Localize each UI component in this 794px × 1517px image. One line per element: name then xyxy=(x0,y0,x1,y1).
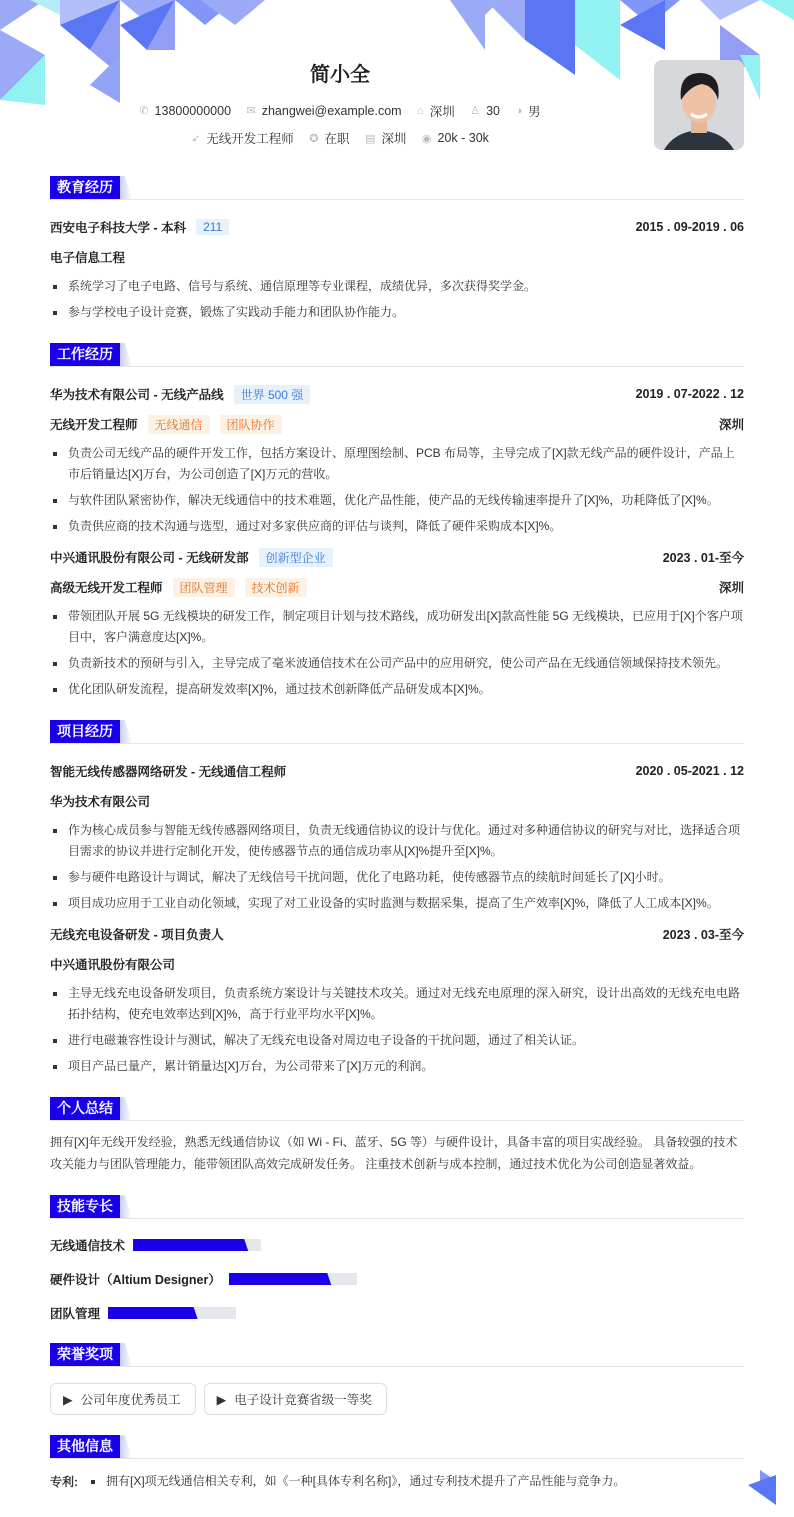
resume-header xyxy=(0,0,794,160)
salary xyxy=(422,131,489,145)
phone-icon: ✆ xyxy=(139,105,149,117)
list-item: 项目产品已量产，累计销量达[X]万台，为公司带来了[X]万元的利润。 xyxy=(50,1056,744,1077)
award-name: 公司年度优秀员工 xyxy=(80,1393,181,1407)
skill-level-fill xyxy=(229,1273,331,1285)
section-title: 个人总结 xyxy=(50,1097,120,1120)
age xyxy=(470,104,500,118)
email-value: zhangwei@example.com xyxy=(261,103,402,118)
date-range: 2023 . 01-至今 xyxy=(662,551,744,565)
company-tag: 世界 500 强 xyxy=(234,385,311,404)
avatar xyxy=(654,60,744,150)
section-title: 工作经历 xyxy=(50,343,120,366)
work-entry xyxy=(50,542,744,700)
skill-name: 无线通信技术 xyxy=(50,1239,126,1253)
list-item: 项目成功应用于工业自动化领域，实现了对工业设备的实时监测与数据采集，提高了生产效率[X]%，降低了人工成本[X]%。 xyxy=(50,893,744,914)
school-tag: 211 xyxy=(196,219,229,235)
project-title: 无线充电设备研发 - 项目负责人 xyxy=(50,928,224,942)
role: 高级无线开发工程师 xyxy=(50,581,163,595)
city-value: 深圳 xyxy=(429,105,455,119)
home-icon: ⌂ xyxy=(417,105,424,117)
gender xyxy=(515,102,540,120)
section-title: 项目经历 xyxy=(50,720,120,743)
date-range: 2023 . 03-至今 xyxy=(662,928,744,942)
list-item: 参与硬件电路设计与调试，解决了无线信号干扰问题，优化了电路功耗，使传感器节点的续航时间延长了[X]小时。 xyxy=(50,867,744,888)
award-name: 电子设计竞赛省级一等奖 xyxy=(234,1393,372,1407)
list-item: 拥有[X]项无线通信相关专利，如《一种[具体专利名称]》，通过专利技术提升了产品性能与竞争力。 xyxy=(88,1471,625,1492)
company-tag: 创新型企业 xyxy=(259,548,333,567)
gender-value: 男 xyxy=(528,105,541,119)
section-title: 技能专长 xyxy=(50,1195,120,1218)
role-tag: 技术创新 xyxy=(245,578,307,597)
skill-name: 团队管理 xyxy=(50,1307,101,1321)
work-entry xyxy=(50,379,744,537)
list-item: 作为核心成员参与智能无线传感器网络项目，负责无线通信协议的设计与优化。通过对多种通信协议的研究与对比，选择适合项目需求的协议并进行定制化开发，使传感器节点的通信成功率从[X]%提升至[X]%。 xyxy=(50,820,744,862)
role-tag: 无线通信 xyxy=(148,415,210,434)
candidate-name: 简小全 xyxy=(310,64,370,86)
phone xyxy=(139,104,231,118)
email xyxy=(247,104,402,118)
list-item: 与软件团队紧密协作，解决无线通信中的技术难题，优化产品性能，使产品的无线传输速率提升了[X]%，功耗降低了[X]%。 xyxy=(50,490,744,511)
status-value: 在职 xyxy=(324,132,350,146)
send-icon: ➶ xyxy=(191,132,201,145)
education-entry xyxy=(50,212,744,323)
section-title: 荣誉奖项 xyxy=(50,1343,120,1366)
skill-item xyxy=(50,1269,403,1289)
awards-section xyxy=(50,1343,744,1415)
skill-level-bar xyxy=(108,1307,236,1319)
summary-section xyxy=(50,1097,744,1175)
status-icon: ✪ xyxy=(309,132,319,145)
date-range: 2015 . 09-2019 . 06 xyxy=(635,220,744,234)
section-title: 教育经历 xyxy=(50,176,120,199)
work-city: 深圳 xyxy=(718,581,744,595)
position-value: 无线开发工程师 xyxy=(206,132,294,146)
city xyxy=(417,102,455,120)
skill-level-bar xyxy=(229,1273,357,1285)
age-value: 30 xyxy=(486,103,500,118)
skills-section xyxy=(50,1195,744,1323)
section-title: 其他信息 xyxy=(50,1435,120,1458)
list-item: 带领团队开展 5G 无线模块的研发工作，制定项目计划与技术路线，成功研发出[X]款高性能 5G 无线模块，已应用于[X]个客户项目中，客户满意度达[X]%。 xyxy=(50,606,744,648)
award-item xyxy=(204,1383,387,1415)
list-item: 进行电磁兼容性设计与测试，解决了无线充电设备对周边电子设备的干扰问题，通过了相关认证。 xyxy=(50,1030,744,1051)
skill-level-fill xyxy=(133,1239,248,1251)
award-item xyxy=(50,1383,196,1415)
contact-row xyxy=(0,102,680,120)
mail-icon: ✉ xyxy=(246,105,256,117)
avatar-portrait xyxy=(654,60,744,150)
building-icon: ▤ xyxy=(365,132,376,145)
skill-item xyxy=(50,1235,403,1255)
position xyxy=(191,129,294,147)
salary-value: 20k - 30k xyxy=(437,131,489,145)
list-item: 优化团队研发流程，提高研发效率[X]%，通过技术创新降低产品研发成本[X]%。 xyxy=(50,679,744,700)
date-range: 2019 . 07-2022 . 12 xyxy=(635,387,744,401)
date-range: 2020 . 05-2021 . 12 xyxy=(635,764,744,778)
company-name: 中兴通讯股份有限公司 - 无线研发部 xyxy=(50,551,249,565)
skill-name: 硬件设计（Altium Designer） xyxy=(50,1273,221,1287)
list-item: 负责新技术的预研与引入，主导完成了毫米波通信技术在公司产品中的应用研究，使公司产品在无线通信领域保持技术领先。 xyxy=(50,653,744,674)
major: 电子信息工程 xyxy=(50,251,126,265)
phone-value: 13800000000 xyxy=(154,103,232,118)
skill-level-fill xyxy=(108,1307,198,1319)
triangle-right-icon: ▶ xyxy=(63,1392,73,1407)
gender-icon: ◑ xyxy=(515,105,523,117)
job-intent-row xyxy=(0,129,680,147)
list-item: 系统学习了电子电路、信号与系统、通信原理等专业课程，成绩优异，多次获得奖学金。 xyxy=(50,276,744,297)
other-section xyxy=(50,1435,744,1492)
coin-icon: ◉ xyxy=(421,132,432,145)
school-name: 西安电子科技大学 - 本科 xyxy=(50,221,187,235)
role-tag: 团队管理 xyxy=(173,578,235,597)
target-city xyxy=(365,129,406,147)
project-entry xyxy=(50,919,744,1077)
list-item: 参与学校电子设计竞赛，锻炼了实践动手能力和团队协作能力。 xyxy=(50,302,744,323)
other-label: 专利: xyxy=(50,1475,78,1489)
triangle-right-icon: ▶ xyxy=(216,1392,227,1407)
company-name: 华为技术有限公司 - 无线产品线 xyxy=(50,388,224,402)
role: 无线开发工程师 xyxy=(50,418,138,432)
education-section xyxy=(50,176,744,323)
list-item: 负责供应商的技术沟通与选型，通过对多家供应商的评估与谈判，降低了硬件采购成本[X]%。 xyxy=(50,516,744,537)
summary-text: 拥有[X]年无线开发经验，熟悉无线通信协议（如 Wi - Fi、蓝牙、5G 等）与硬件设计，具备丰富的项目实战经验。 具备较强的技术攻关能力与团队管理能力，能带领团队高效完成研发任务。 注重技术创新与成本控制，通过技术优化为公司创造显著效益。 xyxy=(50,1135,738,1171)
skill-level-bar xyxy=(133,1239,261,1251)
status xyxy=(309,129,349,147)
resume-body xyxy=(50,176,744,1512)
project-company: 中兴通讯股份有限公司 xyxy=(50,958,176,972)
work-city: 深圳 xyxy=(718,418,744,432)
skill-item xyxy=(50,1303,403,1323)
role-tag: 团队协作 xyxy=(220,415,282,434)
work-section xyxy=(50,343,744,700)
list-item: 主导无线充电设备研发项目，负责系统方案设计与关键技术攻关。通过对无线充电原理的深入研究，设计出高效的无线充电电路拓扑结构，使充电效率达到[X]%，高于行业平均水平[X]%。 xyxy=(50,983,744,1025)
target-city-value: 深圳 xyxy=(381,132,407,146)
list-item: 负责公司无线产品的硬件开发工作，包括方案设计、原理图绘制、PCB 布局等，主导完成了[X]款无线产品的硬件设计，产品上市后销量达[X]万台，为公司创造了[X]万元的营收。 xyxy=(50,443,744,485)
project-company: 华为技术有限公司 xyxy=(50,795,151,809)
projects-section xyxy=(50,720,744,1077)
project-title: 智能无线传感器网络研发 - 无线通信工程师 xyxy=(50,765,287,779)
project-entry xyxy=(50,756,744,914)
cake-icon: ♙ xyxy=(470,105,481,117)
